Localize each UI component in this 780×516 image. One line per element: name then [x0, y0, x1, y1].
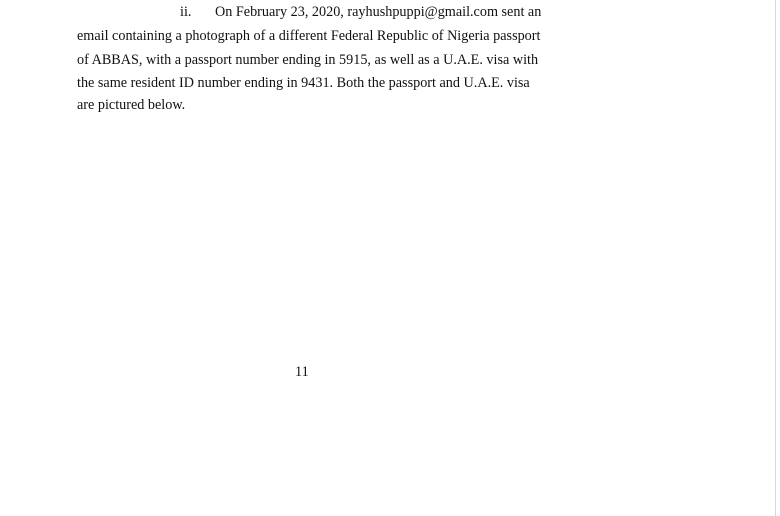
paragraph-line-3: of ABBAS, with a passport number ending in 5915, as well as a U.A.E. visa with	[77, 52, 539, 68]
paragraph-line-2: email containing a photograph of a different Federal Republic of Nigeria passport	[77, 28, 541, 44]
paragraph-line-5: are pictured below.	[77, 97, 186, 113]
page-edge	[775, 0, 776, 516]
paragraph-marker: ii.	[180, 4, 192, 20]
paragraph-line-4: the same resident ID number ending in 9431. Both the passport and U.A.E. visa	[77, 75, 530, 91]
paragraph-line-1: On February 23, 2020, rayhushpuppi@gmail.com sent an	[215, 4, 542, 20]
page-number: 11	[295, 364, 309, 380]
